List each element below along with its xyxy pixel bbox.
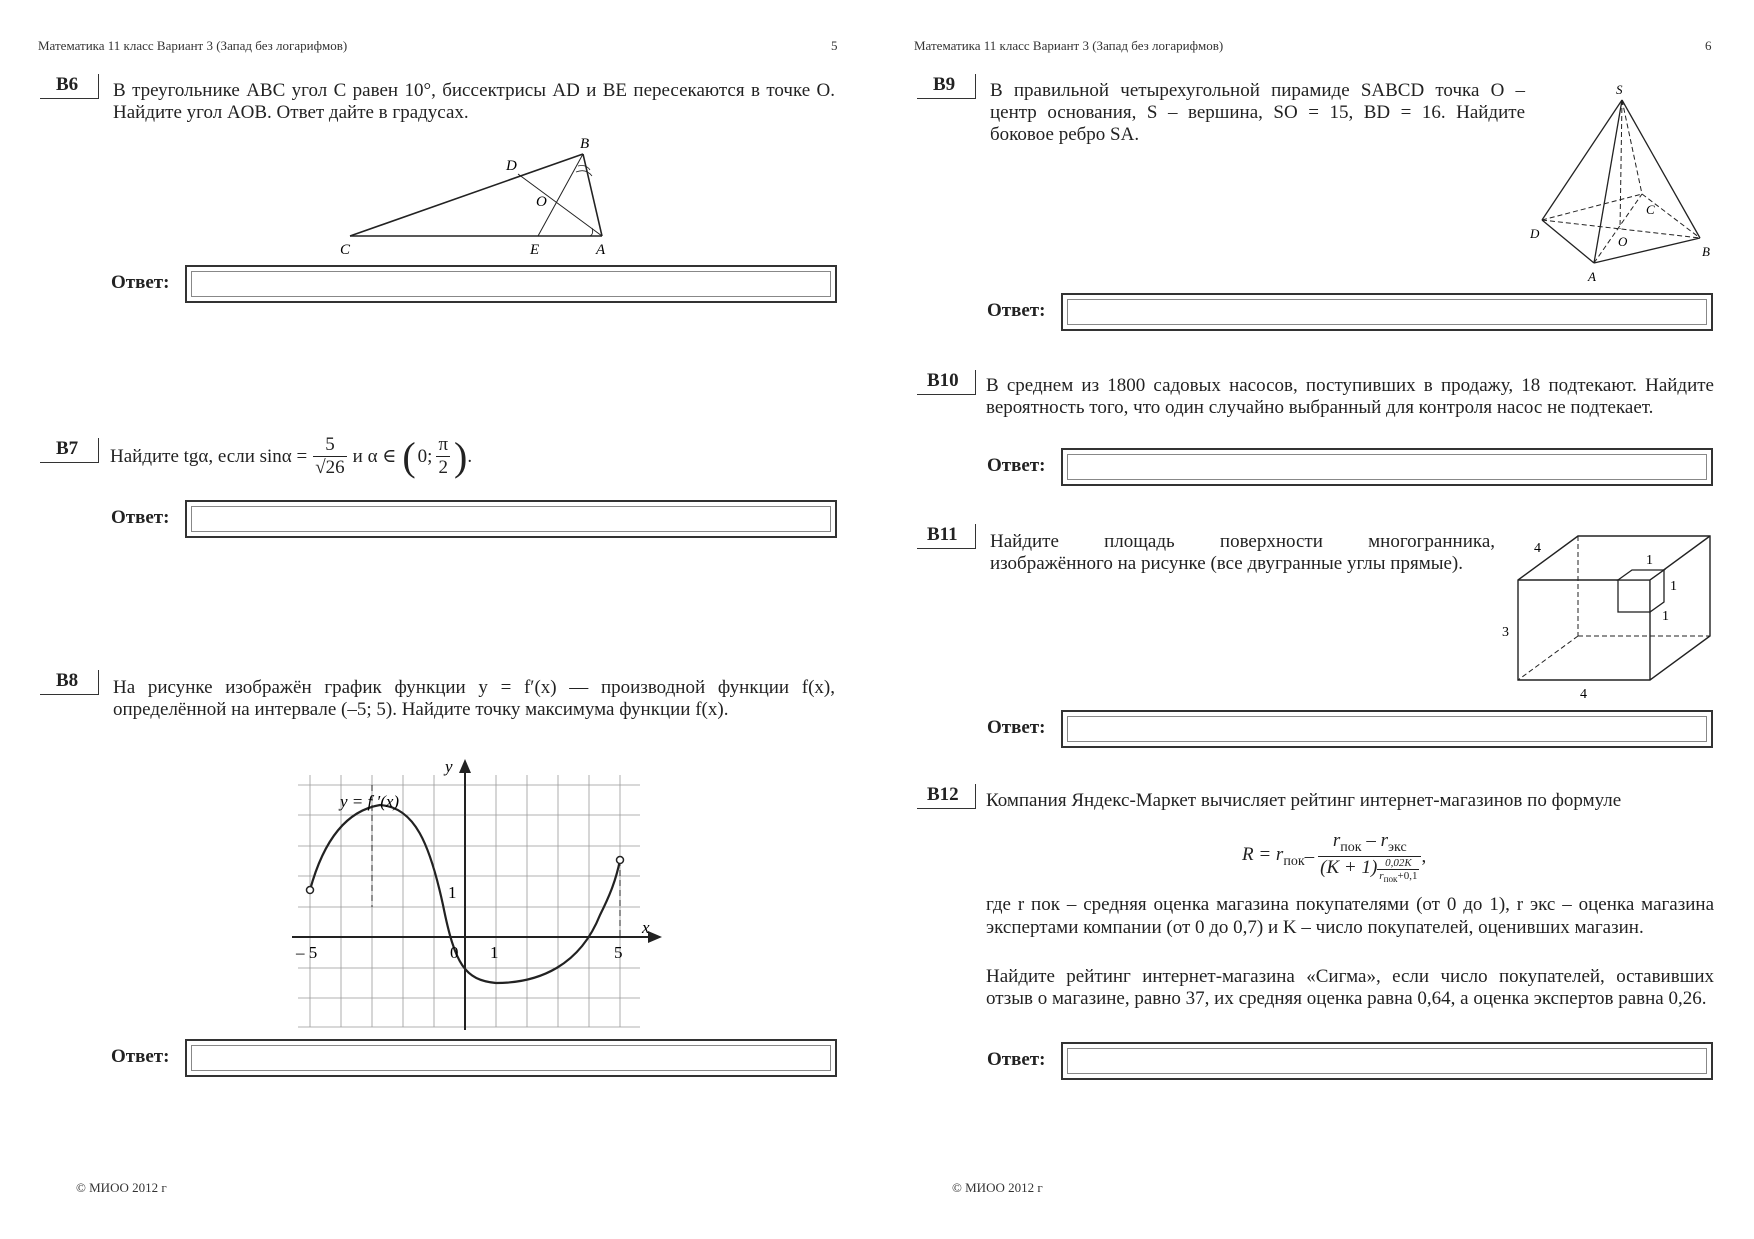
b9-label-s: S [1616,82,1623,97]
b6-answer-label: Ответ: [111,272,170,293]
left-page-footer: © МИОО 2012 г [76,1180,167,1195]
b6-label-d: D [506,158,517,174]
b11-number-box [917,524,976,549]
b11-dim-cut3: 1 [1662,609,1669,624]
b7-paren-open: ( [402,433,416,479]
b8-x-label: x [642,918,650,937]
b8-derivative-graph [280,755,670,1035]
b11-dim-depth: 4 [1534,541,1541,556]
b6-text: В треугольнике ABC угол C равен 10°, биссектрисы AD и BE пересекаются в точке O. Найдите угол AOB. Ответ дайте в градусах. [113,80,835,123]
b8-tick-0: 0 [450,943,459,962]
b8-text: На рисунке изображён график функции y = f′(x) — производной функции f(x), определённой на интервале (–5; 5). Найдите точку максимума функции f(x). [113,677,835,720]
b8-answer-field[interactable] [185,1039,837,1077]
b12-formula [1242,830,1426,884]
b10-text: В среднем из 1800 садовых насосов, поступивших в продажу, 18 подтекают. Найдите вероятность того, что один случайно выбранный для контроля насос не подтекает. [986,375,1714,418]
b8-x-arrow [648,931,662,943]
b7-paren-close: ) [454,433,468,479]
b11-dim-width: 4 [1580,687,1587,702]
b12-where-text: где r пок – средняя оценка магазина покупателями (от 0 до 1), r экс – оценка магазина экспертами компании (от 0 до 0,7) и K – число покупателей, оценивших магазин. [986,894,1714,938]
b11-dim-cut1: 1 [1646,553,1653,568]
b8-y-label: y [445,757,453,776]
b8-tick-1y: 1 [448,883,457,902]
b7-fraction-num: 5 [313,434,346,457]
b8-number-box [40,670,99,695]
b12-formula-denominator: (K + 1) 0,02K $r_{пок}+0,1$ [1320,856,1418,884]
b9-text: В правильной четырехугольной пирамиде SABCD точка O – центр основания, S – вершина, SO = 15, BD = 16. Найдите боковое ребро SA. [990,80,1525,145]
b12-formula-fraction [1318,830,1421,884]
right-page-header: Математика 11 класс Вариант 3 (Запад без логарифмов) [914,38,1224,53]
left-page-header: Математика 11 класс Вариант 3 (Запад без логарифмов) [38,38,348,53]
b9-pyramid-figure [1530,78,1710,288]
b8-open-point-left [307,887,314,894]
b12-number-box [917,784,976,809]
b12-intro: Компания Яндекс-Маркет вычисляет рейтинг интернет-магазинов по формуле [986,790,1622,811]
b9-label-o: O [1618,234,1628,249]
b7-period: . [467,445,473,467]
b10-answer-label: Ответ: [987,455,1046,476]
b9-label-c: C [1646,202,1655,217]
b8-tick-5: 5 [614,943,623,962]
b10-answer-field[interactable] [1061,448,1713,486]
b9-label-d: D [1530,226,1540,241]
b9-answer-label: Ответ: [987,300,1046,321]
b6-label-a: A [596,242,606,258]
b9-label-a: A [1588,269,1596,284]
b12-task-text: Найдите рейтинг интернет-магазина «Сигма», если число покупателей, оставивших отзыв о магазине, равно 37, их средняя оценка равна 0,64, а оценка экспертов равна 0,26. [986,966,1714,1009]
b9-height-so [1620,100,1622,229]
b7-fraction [313,434,346,479]
b7-text-part2: и α ∈ [352,445,397,467]
b7-interval-zero: 0; [417,445,433,467]
b11-answer-label: Ответ: [987,717,1046,738]
b7-two: 2 [438,457,448,478]
b7-fraction-den: √26 [315,457,345,478]
b6-label-b: B [580,136,590,152]
b12-formula-numerator: $r_{пок} - r_{экс}$ [1318,830,1421,857]
b9-diag-ac [1594,194,1642,263]
b9-edge-sc [1622,100,1642,194]
b11-answer-field[interactable] [1061,710,1713,748]
b11-text: Найдите площадь поверхности многогранника, изображённого на рисунке (все двугранные углы прямые). [990,531,1495,574]
b9-edge-sb [1622,100,1700,238]
b12-formula-lhs: $R = r_{пок}$ [1242,844,1305,869]
b8-open-point-right [617,857,624,864]
b6-number: B6 [56,74,79,95]
b12-formula-minus: – [1304,845,1315,867]
b6-label-e: E [530,242,540,258]
b6-answer-field[interactable] [185,265,837,303]
b6-label-o: O [536,194,547,210]
b8-y-arrow [459,759,471,773]
b11-polyhedron-figure [1500,528,1715,703]
b7-text [110,434,472,479]
b8-tick-neg5: – 5 [296,943,318,962]
left-page-number: 5 [831,38,838,53]
b11-dim-cut2: 1 [1670,579,1677,594]
b12-answer-field[interactable] [1061,1042,1713,1080]
b12-answer-label: Ответ: [987,1049,1046,1070]
b10-number-box [917,370,976,395]
b12-number: B12 [927,784,959,805]
b6-number-box [40,74,99,99]
b12-formula-exponent: 0,02K $r_{пок}+0,1$ [1379,856,1418,884]
b11-dim-height: 3 [1502,625,1509,640]
b9-answer-field[interactable] [1061,293,1713,331]
b8-answer-label: Ответ: [111,1046,170,1067]
b11-number: B11 [927,524,958,545]
b7-text-part1: Найдите tgα, если sinα = [110,445,308,467]
b12-formula-comma: , [1421,845,1427,867]
b8-tick-1x: 1 [490,943,499,962]
b11-hidden-diagonal [1518,636,1578,680]
b6-angle-mark-b2 [576,171,592,176]
b9-number: B9 [933,74,956,95]
b8-number: B8 [56,670,79,691]
b6-side-cb [350,154,583,236]
b7-number-box [40,438,99,463]
b11-cut-front [1618,580,1650,612]
b7-answer-field[interactable] [185,500,837,538]
b6-triangle-figure [340,130,620,260]
b9-base-ab [1594,238,1700,263]
b7-pi: π [438,434,449,455]
b8-grid [298,775,640,1027]
b9-edge-sd [1542,100,1622,220]
b9-label-b: B [1702,244,1710,259]
b6-angle-mark-b1 [578,166,590,171]
b10-number: B10 [927,370,959,391]
b7-pi-fraction [436,434,450,479]
b6-label-c: C [340,242,351,258]
b7-answer-label: Ответ: [111,507,170,528]
b9-number-box [917,74,976,99]
right-page-number: 6 [1705,38,1712,53]
b6-angle-mark-a [590,228,593,236]
b7-number: B7 [56,438,79,459]
b8-fn-label: y = f ′(x) [340,792,400,811]
right-page-footer: © МИОО 2012 г [952,1180,1043,1195]
b9-base-da [1542,220,1594,263]
